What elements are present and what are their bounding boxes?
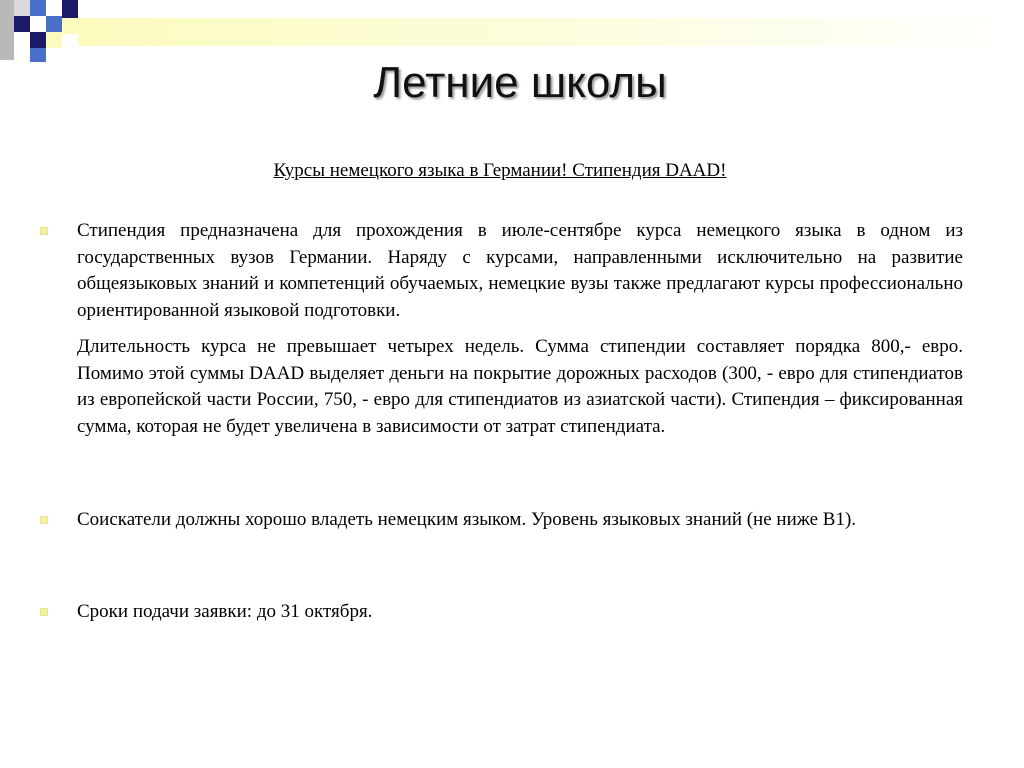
bullet-marker: [40, 516, 48, 524]
deco-square: [30, 16, 46, 32]
bullet-paragraph: Соискатели должны хорошо владеть немецким языком. Уровень языковых знаний (не ниже B1).: [77, 509, 857, 530]
decorative-header-bar: [78, 18, 1024, 46]
deco-square: [30, 0, 46, 16]
deco-square: [14, 16, 30, 32]
slide-subtitle: Курсы немецкого языка в Германии! Стипендия DAAD!: [273, 160, 727, 181]
deco-square: [46, 16, 62, 32]
bullet-marker: [40, 227, 48, 235]
slide-title: Летние школы: [373, 58, 667, 107]
bullet-paragraph: Длительность курса не превышает четырех недель. Сумма стипендии составляет порядка 800,- евро. Помимо этой суммы DAAD выделяет деньги на покрытие дорожных расходов (300, - евро для стипендиатов из европейской части России, 750, - евро для стипендиатов из азиатской части). Стипендия – фиксированная сумма, которая не будет увеличена в зависимости от затрат стипендиата.: [77, 336, 963, 437]
deco-square: [62, 0, 78, 18]
bullet-marker: [40, 608, 48, 616]
deco-square: [30, 32, 46, 48]
bullet-paragraph: Сроки подачи заявки: до 31 октября.: [77, 601, 373, 622]
deco-square: [0, 0, 14, 60]
deco-square: [46, 32, 62, 48]
bullet-paragraph: Стипендия предназначена для прохождения в июле-сентябре курса немецкого языка в одном из государственных вузов Германии. Наряду с курсами, направленными исключительно на развитие общеязыковых знаний и компетенций обучаемых, немецкие вузы также предлагают курсы профессионально ориентированной языковой подготовки.: [77, 220, 963, 321]
deco-square: [62, 18, 78, 34]
deco-square: [14, 32, 30, 48]
deco-square: [46, 0, 62, 16]
deco-square: [14, 0, 30, 16]
